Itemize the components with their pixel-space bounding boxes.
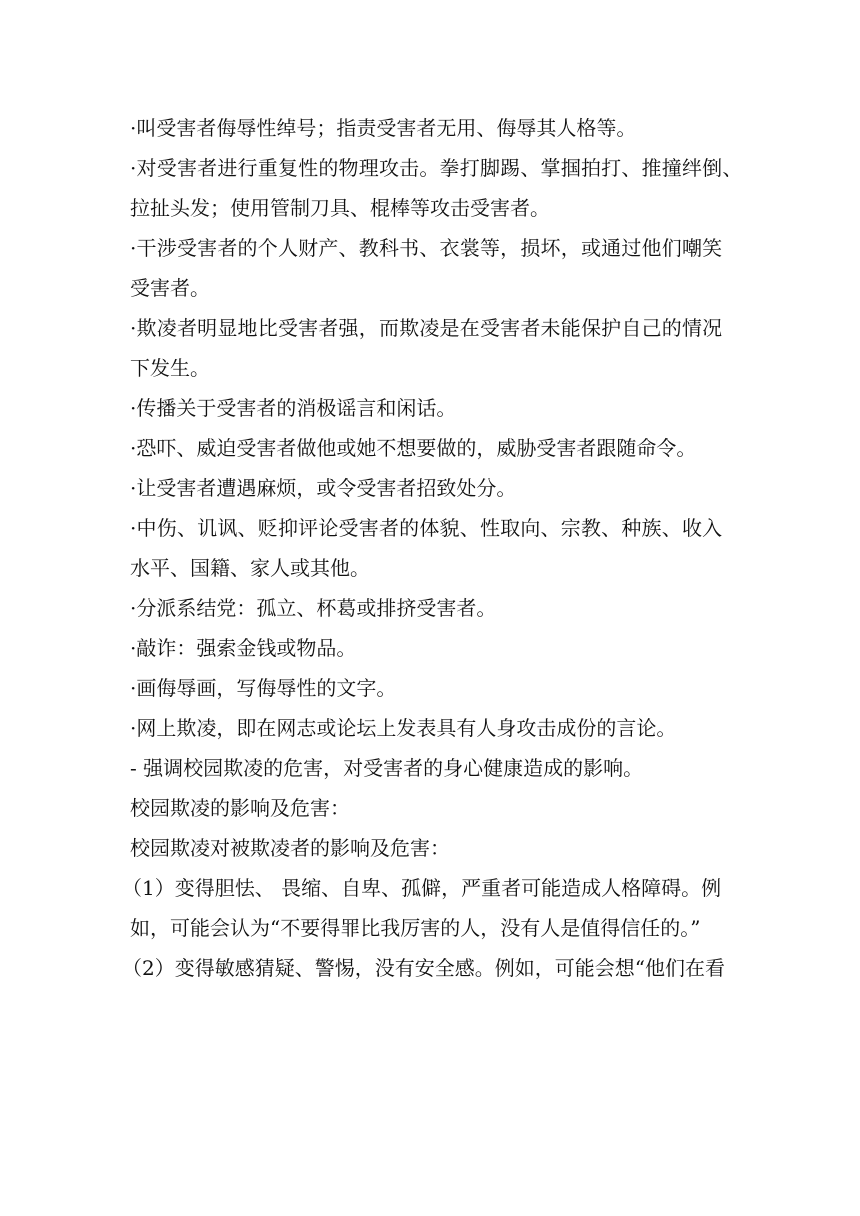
bullet-line-extortion: ·敲诈：强索金钱或物品。: [130, 636, 357, 660]
bullet-line-intimidation: ·恐吓、威迫受害者做他或她不想要做的，威胁受害者跟随命令。: [130, 436, 697, 460]
continuation-line-slander: 水平、国籍、家人或其他。: [130, 556, 370, 580]
bullet-line-insulting-drawings: ·画侮辱画，写侮辱性的文字。: [130, 676, 397, 700]
section-heading-impact: 校园欺凌的影响及危害：: [130, 796, 350, 820]
numbered-item-2: （2）变得敏感猜疑、警惕，没有安全感。例如，可能会想“他们在看: [122, 956, 725, 980]
numbered-item-1: （1）变得胆怯、 畏缩、自卑、孤僻，严重者可能造成人格障碍。例: [122, 876, 722, 900]
bullet-line-slander: ·中伤、讥讽、贬抑评论受害者的体貌、性取向、宗教、种族、收入: [130, 516, 723, 540]
bullet-line-insulting-nicknames: ·叫受害者侮辱性绰号；指责受害者无用、侮辱其人格等。: [130, 116, 637, 140]
bullet-line-rumors: ·传播关于受害者的消极谣言和闲话。: [130, 396, 457, 420]
continuation-line-physical-attack: 拉扯头发；使用管制刀具、棍棒等攻击受害者。: [130, 196, 550, 220]
bullet-line-physical-attack: ·对受害者进行重复性的物理攻击。拳打脚踢、掌掴拍打、推撞绊倒、: [130, 156, 743, 180]
bullet-line-isolation: ·分派系结党：孤立、杯葛或排挤受害者。: [130, 596, 497, 620]
dash-line-emphasize-harm: - 强调校园欺凌的危害，对受害者的身心健康造成的影响。: [130, 756, 644, 780]
continuation-line-power-imbalance: 下发生。: [130, 356, 210, 380]
bullet-line-power-imbalance: ·欺凌者明显地比受害者强，而欺凌是在受害者未能保护自己的情况: [130, 316, 723, 340]
document-body: [122, 108, 745, 988]
bullet-line-cyberbullying: ·网上欺凌，即在网志或论坛上发表具有人身攻击成份的言论。: [130, 716, 677, 740]
continuation-line-item-1: 如，可能会认为“不要得罪比我厉害的人，没有人是值得信任的。”: [130, 916, 701, 940]
subsection-heading-victim-impact: 校园欺凌对被欺凌者的影响及危害：: [130, 836, 450, 860]
bullet-line-property-interference: ·干涉受害者的个人财产、教科书、衣裳等，损坏，或通过他们嘲笑: [130, 236, 723, 260]
bullet-line-trouble: ·让受害者遭遇麻烦，或令受害者招致处分。: [130, 476, 517, 500]
continuation-line-property-interference: 受害者。: [130, 276, 210, 300]
